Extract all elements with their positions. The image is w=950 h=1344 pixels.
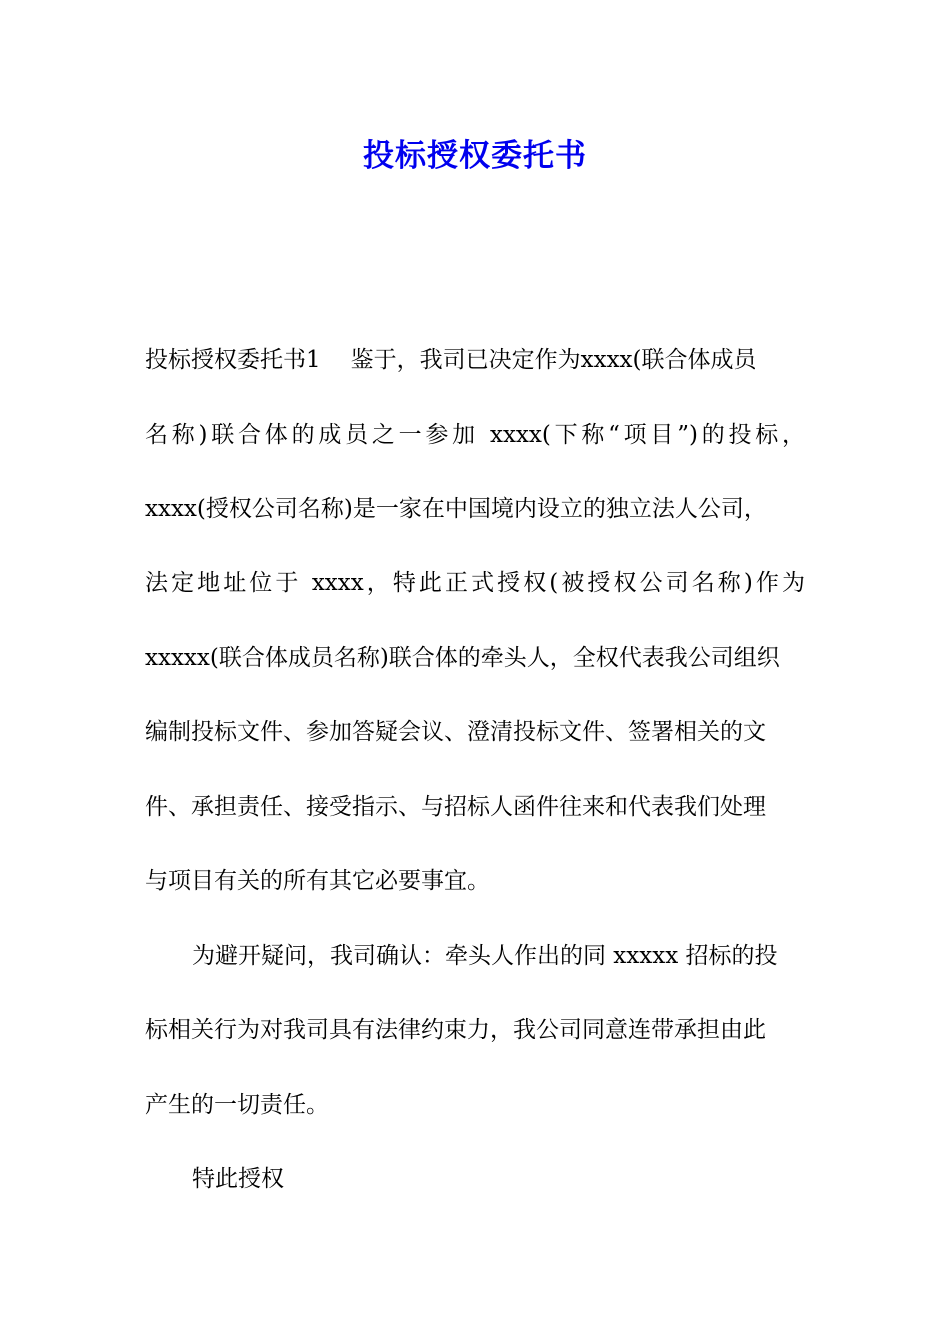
paragraph-1-heading: 投标授权委托书1 — [145, 347, 321, 373]
paragraph-1-line-3: xxxx(授权公司名称)是一家在中国境内设立的独立法人公司， — [145, 496, 767, 522]
closing-statement: 特此授权 — [192, 1166, 284, 1192]
paragraph-1-line-2: 名称)联合体的成员之一参加 xxxx(下称“项目”)的投标， — [145, 422, 805, 448]
paragraph-1-line-7: 件、承担责任、接受指示、与招标人函件往来和代表我们处理 — [145, 794, 766, 820]
paragraph-1-line-1 — [145, 345, 757, 375]
paragraph-2-line-1: 为避开疑问，我司确认：牵头人作出的同 xxxxx 招标的投 — [192, 943, 778, 969]
paragraph-1-line-8: 与项目有关的所有其它必要事宜。 — [145, 868, 490, 894]
paragraph-1-line-5: xxxxx(联合体成员名称)联合体的牵头人，全权代表我公司组织 — [145, 645, 780, 671]
document-title: 投标授权委托书 — [363, 138, 587, 174]
paragraph-1-line-6: 编制投标文件、参加答疑会议、澄清投标文件、签署相关的文 — [145, 719, 766, 745]
paragraph-1-line-4: 法定地址位于 xxxx，特此正式授权(被授权公司名称)作为 — [145, 570, 805, 596]
paragraph-1-line-1-text: 鉴于，我司已决定作为xxxx(联合体成员 — [350, 347, 757, 373]
paragraph-2-line-3: 产生的一切责任。 — [145, 1092, 329, 1118]
paragraph-2-line-2: 标相关行为对我司具有法律约束力，我公司同意连带承担由此 — [145, 1017, 766, 1043]
